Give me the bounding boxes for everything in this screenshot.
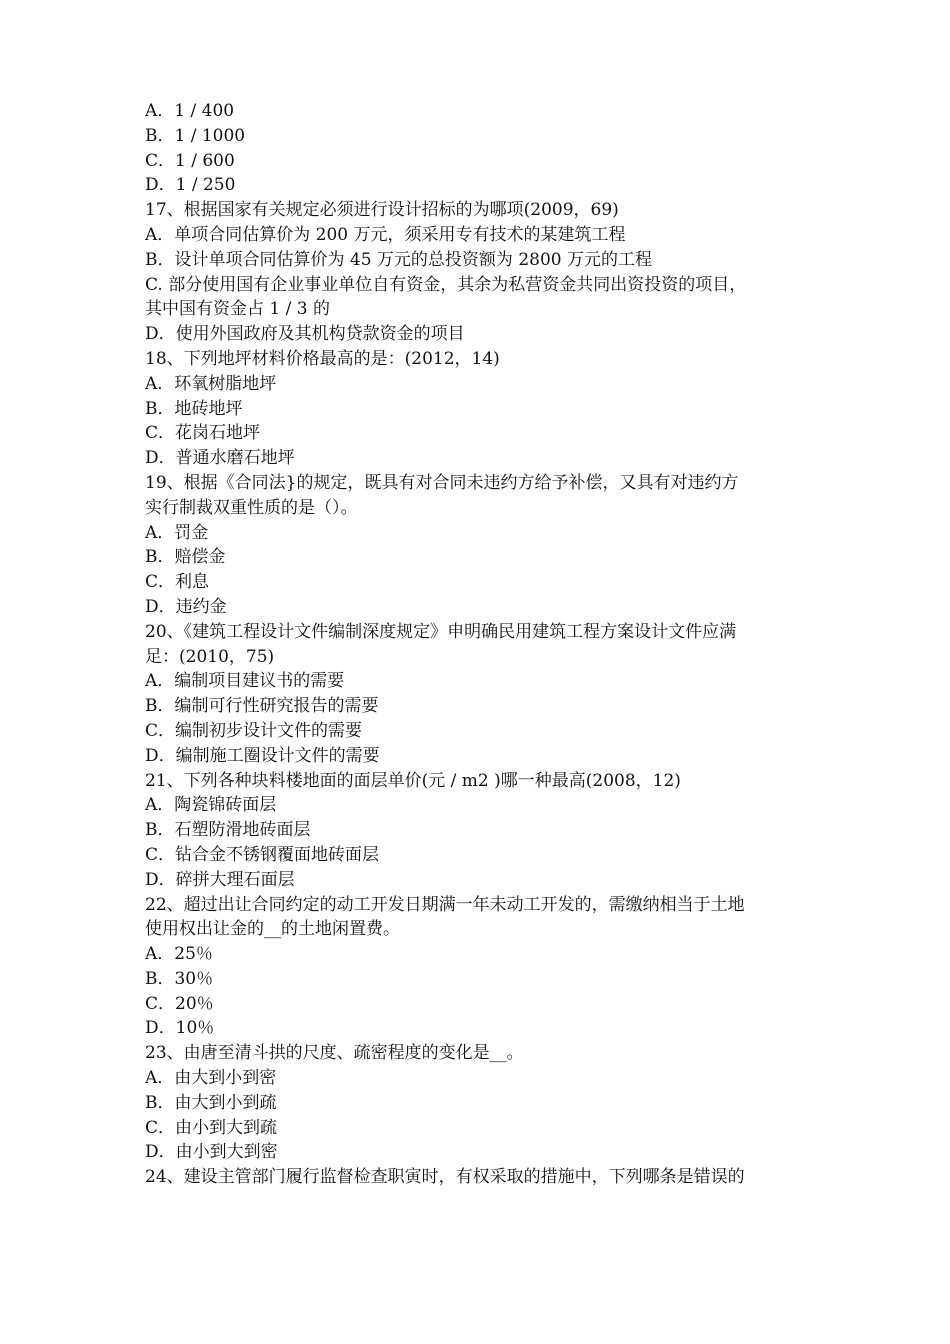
- option-a-text: A．25％: [145, 944, 213, 965]
- option-d-text: D．编制施工圈设计文件的需要: [145, 745, 380, 766]
- option-d-text: D．使用外国政府及其机构贷款资金的项目: [145, 324, 465, 345]
- option-c-text: C．编制初步设计文件的需要: [145, 720, 363, 741]
- option-a-text: A．环氧树脂地坪: [145, 373, 277, 394]
- question-19-continuation: 实行制裁双重性质的是（）。: [145, 497, 358, 518]
- option-d-text: D．10％: [145, 1018, 215, 1039]
- option-c-text: C．20％: [145, 993, 214, 1014]
- question-18: 18、下列地坪材料价格最高的是：(2012，14): [145, 348, 500, 369]
- question-22-continuation: 使用权出让金的__的土地闲置费。: [145, 919, 400, 940]
- question-22: 22、超过出让合同约定的动工开发日期满一年未动工开发的，需缴纳相当于土地: [145, 894, 745, 915]
- document-text: [145, 99, 810, 1190]
- option-d-text: D．由小到大到密: [145, 1142, 278, 1163]
- option-b-text: B．赔偿金: [145, 547, 226, 568]
- option-c-text: C. 部分使用国有企业事业单位自有资金，其余为私营资金共同出资投资的项目，: [145, 274, 747, 295]
- option-b-text: B．编制可行性研究报告的需要: [145, 696, 379, 717]
- option-a-text: A．罚金: [145, 522, 209, 543]
- option-a-text: A．单项合同估算价为 200 万元，须采用专有技术的某建筑工程: [145, 224, 626, 245]
- option-b-text: B．石塑防滑地砖面层: [145, 820, 311, 841]
- question-20: 20、《建筑工程设计文件编制深度规定》申明确民用建筑工程方案设计文件应满: [145, 621, 737, 642]
- option-d-text: D．1 / 250: [145, 175, 236, 196]
- option-b-text: B．设计单项合同估算价为 45 万元的总投资额为 2800 万元的工程: [145, 249, 653, 270]
- question-23: 23、由唐至清斗拱的尺度、疏密程度的变化是__。: [145, 1043, 524, 1064]
- option-a-text: A．由大到小到密: [145, 1068, 277, 1089]
- option-d-text: D．普通水磨石地坪: [145, 448, 295, 469]
- option-c-text: C．利息: [145, 572, 210, 593]
- option-b-text: B．1 / 1000: [145, 125, 246, 146]
- option-b-text: B．30％: [145, 968, 214, 989]
- option-a-text: A．1 / 400: [145, 101, 235, 121]
- option-c-continuation: 其中国有资金占 1 / 3 的: [145, 299, 330, 320]
- option-c-text: C．钻合金不锈钢覆面地砖面层: [145, 844, 380, 865]
- question-20-continuation: 足：(2010，75): [145, 646, 275, 667]
- option-a-text: A．编制项目建议书的需要: [145, 671, 345, 692]
- option-b-text: B．由大到小到疏: [145, 1092, 277, 1113]
- option-c-text: C．花岗石地坪: [145, 423, 261, 444]
- question-19: 19、根据《合同法}的规定，既具有对合同未违约方给予补偿，又具有对违约方: [145, 472, 739, 493]
- question-17: 17、根据国家有关规定必须进行设计招标的为哪项(2009，69): [145, 200, 619, 221]
- option-d-text: D．违约金: [145, 596, 227, 617]
- option-d-text: D．碎拼大理石面层: [145, 869, 295, 890]
- question-21: 21、下列各种块料楼地面的面层单价(元 / m2 )哪一种最高(2008，12): [145, 770, 681, 791]
- option-c-text: C．1 / 600: [145, 150, 235, 171]
- option-c-text: C．由小到大到疏: [145, 1117, 278, 1138]
- option-a-text: A．陶瓷锦砖面层: [145, 795, 277, 816]
- question-24: 24、建设主管部门履行监督检查职寅时，有权采取的措施中，下列哪条是错误的: [145, 1167, 745, 1188]
- option-b-text: B．地砖地坪: [145, 398, 243, 419]
